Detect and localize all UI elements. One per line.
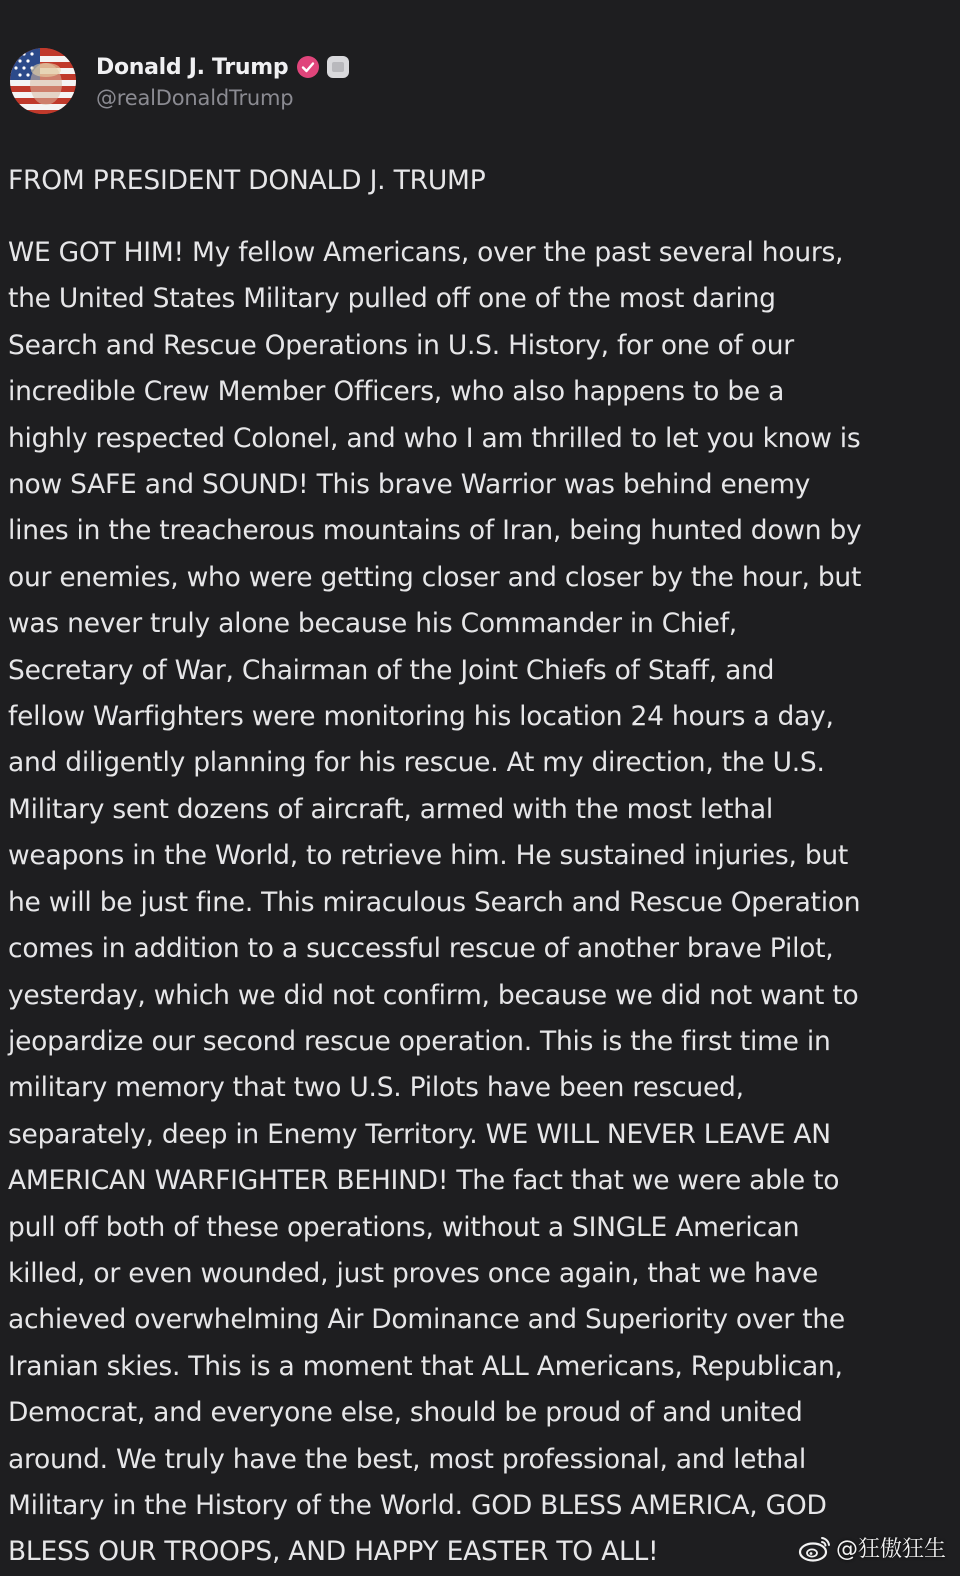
- post-text: [8, 230, 938, 1576]
- post-text-line: achieved overwhelming Air Dominance and Superiority over the: [8, 1304, 845, 1336]
- post-text-line: yesterday, which we did not confirm, because we did not want to: [8, 979, 859, 1011]
- post-text-line: WE GOT HIM! My fellow Americans, over the past several hours,: [8, 237, 844, 268]
- post-text-line: weapons in the World, to retrieve him. He sustained injuries, but: [8, 840, 849, 872]
- post-heading: FROM PRESIDENT DONALD J. TRUMP: [8, 165, 486, 196]
- watermark: [798, 1532, 946, 1563]
- flag-portrait-avatar: [10, 48, 76, 114]
- verified-badge-icon: [296, 55, 320, 79]
- post-text-line: jeopardize our second rescue operation. This is the first time in: [8, 1025, 831, 1057]
- affiliation-badge-icon: [326, 55, 350, 79]
- post-text-line: Democrat, and everyone else, should be proud of and united: [8, 1397, 803, 1429]
- post-text-line: pull off both of these operations, without a SINGLE American: [8, 1211, 800, 1243]
- post-text-line: now SAFE and SOUND! This brave Warrior was behind enemy: [8, 469, 811, 501]
- post-text-line: separately, deep in Enemy Territory. WE WILL NEVER LEAVE AN: [8, 1118, 831, 1150]
- post-text-line: lines in the treacherous mountains of Iran, being hunted down by: [8, 515, 862, 547]
- avatar[interactable]: [10, 48, 76, 114]
- post-text-line: BLESS OUR TROOPS, AND HAPPY EASTER TO ALL!: [8, 1536, 659, 1568]
- post-text-line: incredible Crew Member Officers, who also happens to be a: [8, 376, 785, 408]
- post-header: [10, 44, 350, 118]
- post-text-line: our enemies, who were getting closer and closer by the hour, but: [8, 561, 862, 593]
- post-text-line: was never truly alone because his Commander in Chief,: [8, 608, 737, 640]
- post-text-line: Military sent dozens of aircraft, armed with the most lethal: [8, 793, 773, 825]
- author-identity: [96, 52, 350, 110]
- post-text-line: killed, or even wounded, just proves once again, that we have: [8, 1257, 819, 1289]
- post-text-line: the United States Military pulled off one of the most daring: [8, 283, 776, 315]
- display-name[interactable]: Donald J. Trump: [96, 54, 289, 80]
- weibo-icon: [798, 1534, 832, 1562]
- post-text-line: military memory that two U.S. Pilots have been rescued,: [8, 1072, 744, 1104]
- post-text-line: comes in addition to a successful rescue of another brave Pilot,: [8, 933, 834, 965]
- post-text-line: Secretary of War, Chairman of the Joint Chiefs of Staff, and: [8, 654, 775, 686]
- post-text-line: AMERICAN WARFIGHTER BEHIND! The fact that we were able to: [8, 1165, 840, 1197]
- post-text-line: fellow Warfighters were monitoring his location 24 hours a day,: [8, 701, 834, 733]
- post-text-line: Iranian skies. This is a moment that ALL Americans, Republican,: [8, 1350, 843, 1382]
- post-text-line: highly respected Colonel, and who I am thrilled to let you know is: [8, 422, 861, 454]
- post-text-line: Search and Rescue Operations in U.S. History, for one of our: [8, 329, 794, 361]
- post-text-line: around. We truly have the best, most professional, and lethal: [8, 1443, 807, 1475]
- name-row: [96, 52, 350, 82]
- post-text-line: and diligently planning for his rescue. At my direction, the U.S.: [8, 747, 825, 779]
- post-text-line: Military in the History of the World. GOD BLESS AMERICA, GOD: [8, 1489, 827, 1521]
- post-body: [8, 158, 938, 1576]
- post-text-line: he will be just fine. This miraculous Search and Rescue Operation: [8, 886, 861, 918]
- author-handle[interactable]: @realDonaldTrump: [96, 86, 294, 110]
- watermark-text: @狂傲狂生: [835, 1537, 946, 1562]
